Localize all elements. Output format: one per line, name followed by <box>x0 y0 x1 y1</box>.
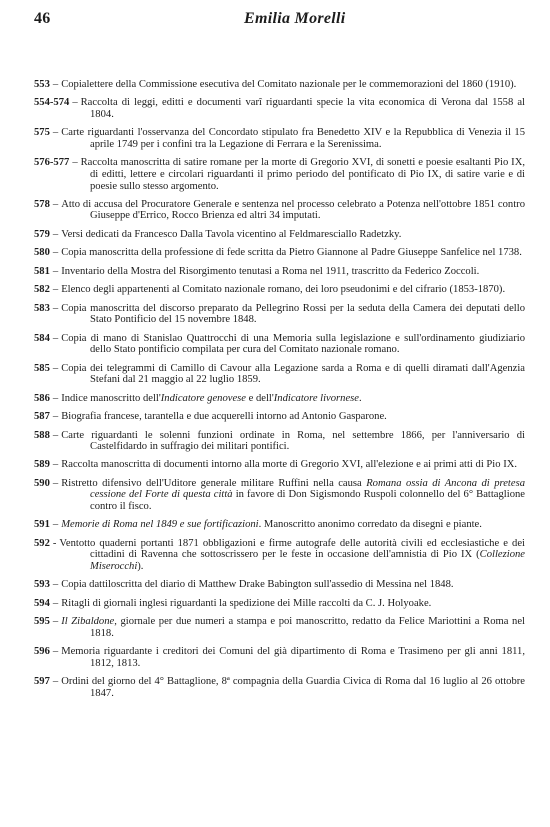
entry-description: Copia dattiloscritta del diario di Matthew Drake Babington sull'assedio di Messina nel 1848. <box>61 579 454 591</box>
catalog-entry-576-577 <box>34 157 525 192</box>
entry-description: Copialettere della Commissione esecutiva del Comitato nazionale per le commemorazioni del 1860 (1910). <box>61 79 517 90</box>
entry-dash: – <box>52 411 59 423</box>
entry-number: 579 <box>34 228 50 240</box>
entry-description <box>61 393 361 404</box>
entry-italic-title: Indicatore livornese <box>273 392 359 404</box>
entry-number: 595 <box>34 616 50 628</box>
entry-dash: – <box>52 646 59 658</box>
entry-description: Biografia francese, tarantella e due acquerelli intorno ad Antonio Gasparone. <box>61 411 387 423</box>
entry-description: Copia manoscritta della professione di fede scritta da Pietro Giannone al Padre Giuseppe Sanfelice nel 1738. <box>61 247 522 259</box>
entry-description <box>61 478 525 512</box>
catalog-entry-594 <box>34 598 525 610</box>
entry-number: 590 <box>34 477 50 489</box>
entry-dash: – <box>52 597 59 609</box>
entry-dash: – <box>52 79 59 90</box>
entry-description: Elenco degli appartenenti al Comitato nazionale romano, dei loro pseudonimi e del cifrario (1853-1870). <box>61 284 506 296</box>
catalog-entries <box>34 79 525 706</box>
entry-description: Inventario della Mostra del Risorgimento tenutasi a Roma nel 1911, trascritto da Federico Zoccoli. <box>61 265 480 277</box>
catalog-entry-582 <box>34 284 525 296</box>
entry-dash: – <box>52 477 59 489</box>
entry-number: 589 <box>34 459 50 471</box>
entry-description: Atto di accusa del Procuratore Generale e sentenza nel processo celebrato a Potenza nell'ottobre 1851 contro Giuseppe d'Errico, Rocco Brienza ed altri 34 imputati. <box>61 198 525 222</box>
entry-number: 580 <box>34 247 50 259</box>
entry-number: 594 <box>34 597 50 609</box>
catalog-entry-590 <box>34 478 525 513</box>
catalog-entry-578 <box>34 199 525 222</box>
entry-number: 578 <box>34 198 50 210</box>
entry-number: 593 <box>34 579 50 591</box>
entry-description: Raccolta manoscritta di satire romane per la morte di Gregorio XVI, di sonetti e poesie esaltanti Pio IX, di editti, lettere e circolari riguardanti il primo periodo del pontificato di Pio IX, di satire varie e di poesie sullo stesso argomento. <box>80 157 525 192</box>
running-head: Emilia Morelli <box>244 10 346 27</box>
entry-number: 583 <box>34 302 50 314</box>
entry-number: 588 <box>34 429 50 441</box>
page-header <box>34 8 524 32</box>
entry-dash: – <box>52 392 59 404</box>
catalog-entry-593 <box>34 579 525 591</box>
entry-text: . <box>359 392 362 404</box>
entry-dash: – <box>52 676 59 688</box>
entry-text: Indice manoscritto dell' <box>61 392 161 404</box>
catalog-entry-595 <box>34 616 525 639</box>
entry-dash: – <box>52 616 59 628</box>
entry-number: 591 <box>34 519 50 531</box>
catalog-entry-554-574 <box>34 97 525 120</box>
catalog-entry-588 <box>34 430 525 453</box>
catalog-entry-591 <box>34 519 525 531</box>
entry-description: Carte riguardanti le solenni funzioni ordinate in Roma, nel settembre 1866, per l'anniversario di Castelfidardo in suffragio dei militari pontifici. <box>61 429 525 453</box>
entry-text: in favore di Don Sigismondo Ruspoli colonnello del 6° Battaglione contro il fisco. <box>90 489 525 513</box>
entry-text: . Manoscritto anonimo corredato da disegni e piante. <box>258 519 482 531</box>
entry-dash: – <box>52 228 59 240</box>
entry-number: 596 <box>34 646 50 658</box>
catalog-entry-597 <box>34 676 525 699</box>
entry-description <box>61 616 525 639</box>
entry-description: Ritagli di giornali inglesi riguardanti la spedizione dei Mille raccolti da C. J. Holyoake. <box>61 597 432 609</box>
entry-dash: – <box>72 157 78 169</box>
entry-number: 582 <box>34 284 50 296</box>
entry-dash: – <box>52 265 59 277</box>
catalog-entry-587 <box>34 411 525 423</box>
entry-number: 586 <box>34 392 50 404</box>
page-number: 46 <box>34 10 51 27</box>
catalog-entry-553 <box>34 79 525 91</box>
entry-dash: – <box>52 302 59 314</box>
entry-text: e dell' <box>245 392 274 404</box>
catalog-entry-583 <box>34 303 525 326</box>
entry-number: 587 <box>34 411 50 423</box>
entry-description: Raccolta manoscritta di documenti intorno alla morte di Gregorio XVI, all'elezione e ai primi atti di Pio IX. <box>61 459 518 471</box>
entry-description: Raccolta di leggi, editti e documenti varî riguardanti specie la vita economica di Verona dal 1558 al 1804. <box>80 97 525 120</box>
entry-dash: - <box>52 537 57 549</box>
entry-number: 597 <box>34 676 50 688</box>
entry-number: 553 <box>34 79 50 90</box>
entry-description: Versi dedicati da Francesco Dalla Tavola vicentino al Feldmaresciallo Radetzky. <box>61 228 402 240</box>
catalog-entry-592 <box>34 538 525 573</box>
entry-description: Carte riguardanti l'osservanza del Concordato stipulato fra Benedetto XIV e la Repubblica di Venezia il 15 aprile 1749 per i confini tra la Legazione di Ferrara e la Serenissima. <box>61 127 525 150</box>
entry-dash: – <box>52 459 59 471</box>
catalog-entry-585 <box>34 363 525 386</box>
entry-number: 585 <box>34 362 50 374</box>
entry-description: Copia di mano di Stanislao Quattrocchi di una Memoria sulla legislazione e sull'ordinamento giudiziario dello Stato pontificio compilata per cura del Comitato nazionale romano. <box>61 332 525 356</box>
entry-description: Ordini del giorno del 4° Battaglione, 8ª compagnia della Guardia Civica di Roma dal 16 luglio al 26 ottobre 1847. <box>61 676 525 699</box>
entry-description: Copia dei telegrammi di Camillo di Cavour alla Legazione sarda a Roma e di quelli diramati dall'Agenzia Stefani dal 21 maggio al 22 luglio 1859. <box>61 362 525 386</box>
catalog-entry-589 <box>34 459 525 471</box>
entry-italic-title: Indicatore genovese <box>160 392 246 404</box>
entry-italic-title: Il Zibaldone <box>61 616 115 628</box>
entry-description <box>61 519 482 530</box>
entry-text: Ventotto quaderni portanti 1871 obbligazioni e firme autografe delle autorità civili ed ecclesiastiche e dei cittadini di Ravenna che sottoscrissero per le feste in occasione dell'amnistia di Pio IX ( <box>59 537 525 561</box>
catalog-entry-586 <box>34 393 525 405</box>
catalog-entry-579 <box>34 229 525 241</box>
entry-text: Ristretto difensivo dell'Uditore generale militare Ruffini nella causa <box>61 477 367 489</box>
entry-description: Copia manoscritta del discorso preparato da Pellegrino Rossi per la seduta della Camera dei deputati dello Stato Pontificio del 15 novembre 1848. <box>61 302 525 326</box>
entry-description <box>59 538 525 572</box>
entry-text: ). <box>137 560 144 572</box>
catalog-entry-596 <box>34 646 525 669</box>
entry-dash: – <box>52 579 59 591</box>
entry-italic-title: Romana ossia di Ancona di pretesa cessione del Forte di questa città <box>90 477 525 501</box>
entry-italic-title: Memorie di Roma nel 1849 e sue fortificazioni <box>61 519 259 531</box>
entry-dash: – <box>72 97 78 109</box>
entry-number: 576-577 <box>34 157 70 169</box>
entry-dash: – <box>52 519 59 531</box>
entry-dash: – <box>52 362 59 374</box>
entry-number: 581 <box>34 265 50 277</box>
entry-number: 554-574 <box>34 97 70 109</box>
catalog-entry-575 <box>34 127 525 150</box>
entry-dash: – <box>52 332 59 344</box>
catalog-entry-584 <box>34 333 525 356</box>
catalog-entry-580 <box>34 247 525 259</box>
entry-description: Memoria riguardante i creditori dei Comuni del già dipartimento di Roma e Trasimeno per gli anni 1811, 1812, 1813. <box>61 646 525 669</box>
entry-dash: – <box>52 429 59 441</box>
entry-dash: – <box>52 284 59 296</box>
entry-number: 575 <box>34 127 50 139</box>
entry-dash: – <box>52 198 59 210</box>
catalog-entry-581 <box>34 266 525 278</box>
entry-dash: – <box>52 127 59 139</box>
entry-italic-title: Collezione Miserocchi <box>90 549 525 572</box>
entry-text: , giornale per due numeri a stampa e poi manoscritto, redatto da Felice Mariottini a Roma nel 1818. <box>90 616 525 639</box>
entry-dash: – <box>52 247 59 259</box>
entry-number: 592 <box>34 537 50 549</box>
entry-number: 584 <box>34 332 50 344</box>
